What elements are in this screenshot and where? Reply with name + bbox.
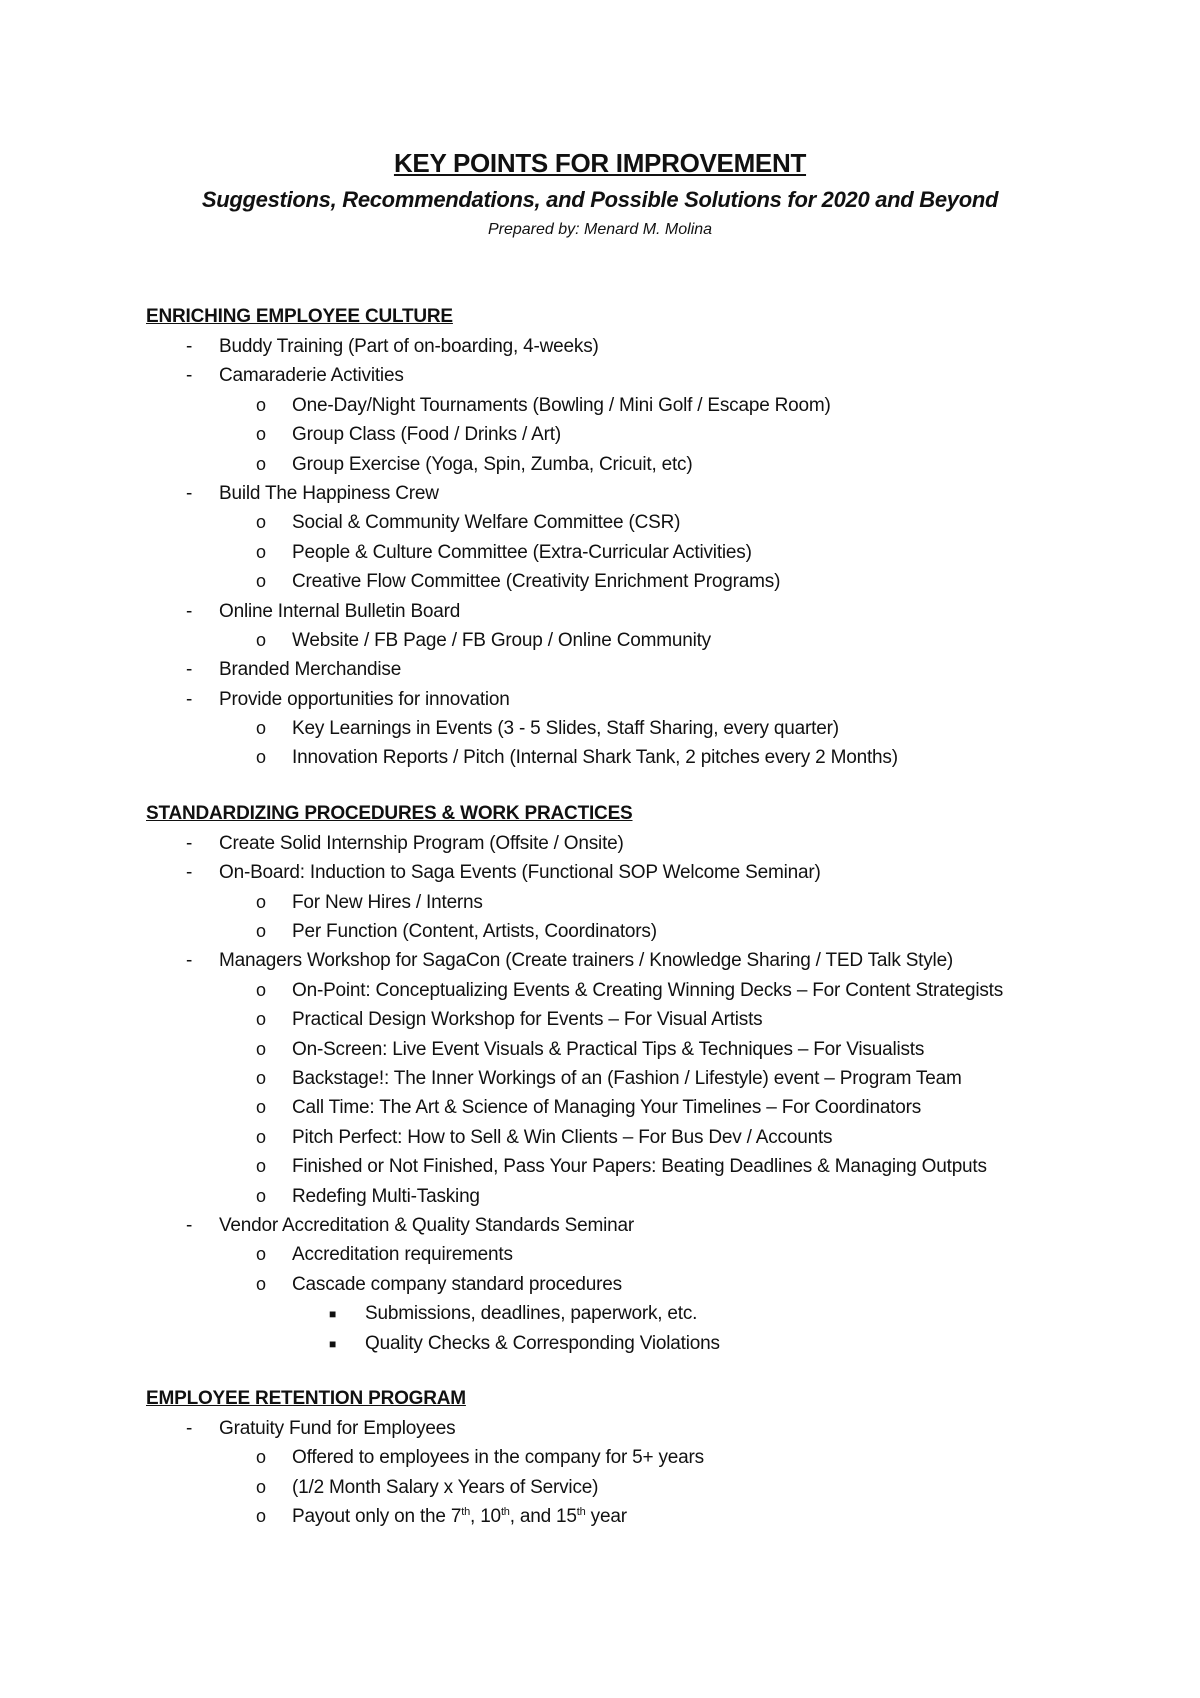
circle-bullet: o	[256, 1244, 266, 1265]
circle-bullet: o	[256, 571, 266, 592]
circle-bullet: o	[256, 1038, 266, 1059]
list-item-text: Offered to employees in the company for 5+ years	[292, 1447, 704, 1469]
list-item-text: Submissions, deadlines, paperwork, etc.	[365, 1303, 698, 1325]
list-item-text: Finished or Not Finished, Pass Your Papers: Beating Deadlines & Managing Outputs	[292, 1156, 987, 1178]
list-item-text: One-Day/Night Tournaments (Bowling / Mini Golf / Escape Room)	[292, 394, 831, 416]
list-item-text: Practical Design Workshop for Events – For Visual Artists	[292, 1009, 763, 1031]
list-item	[146, 685, 1106, 714]
list-item	[146, 479, 1106, 508]
list-item	[146, 1211, 1106, 1240]
dash-bullet: -	[186, 1214, 193, 1236]
dash-bullet: -	[186, 600, 193, 622]
list-subsubitem	[146, 1329, 1106, 1358]
section-heading: STANDARDIZING PROCEDURES & WORK PRACTICES	[146, 802, 633, 824]
list-item	[146, 597, 1106, 626]
prepared-by: Prepared by: Menard M. Molina	[487, 221, 713, 238]
dash-bullet: -	[186, 862, 193, 884]
list-subitem	[146, 567, 1106, 596]
circle-bullet: o	[256, 1273, 266, 1294]
list-item-text: Website / FB Page / FB Group / Online Community	[292, 629, 711, 651]
dash-bullet: -	[186, 482, 193, 504]
circle-bullet: o	[256, 1476, 266, 1497]
list-item-text: Group Class (Food / Drinks / Art)	[292, 424, 561, 446]
list-subitem	[146, 743, 1106, 772]
circle-bullet: o	[256, 891, 266, 912]
dash-bullet: -	[186, 659, 193, 681]
list-subitem	[146, 1123, 1106, 1152]
list-subitem	[146, 1093, 1106, 1122]
list-subitem	[146, 976, 1106, 1005]
list-item-text: Per Function (Content, Artists, Coordinators)	[292, 921, 657, 943]
list-item-text: Pitch Perfect: How to Sell & Win Clients – For Bus Dev / Accounts	[292, 1126, 833, 1148]
list-item-text: Buddy Training (Part of on-boarding, 4-weeks)	[219, 336, 599, 357]
list-item-text: Group Exercise (Yoga, Spin, Zumba, Cricuit, etc)	[292, 453, 693, 475]
square-bullet: ■	[329, 1336, 337, 1351]
list-item-text: (1/2 Month Salary x Years of Service)	[292, 1476, 599, 1498]
list-subitem	[146, 1473, 1106, 1502]
circle-bullet: o	[256, 1156, 266, 1177]
list-subitem	[146, 1443, 1106, 1472]
list-item	[146, 332, 1106, 361]
list-item-text: Cascade company standard procedures	[292, 1273, 622, 1295]
circle-bullet: o	[256, 1185, 266, 1206]
list-item	[146, 1414, 1106, 1443]
dash-bullet: -	[186, 365, 193, 387]
payout-text-suffix: year	[585, 1506, 627, 1528]
circle-bullet: o	[256, 453, 266, 474]
circle-bullet: o	[256, 541, 266, 562]
list-subitem	[146, 1035, 1106, 1064]
list-subitem	[146, 1152, 1106, 1181]
document-header	[0, 146, 1200, 242]
list-item	[146, 858, 1106, 887]
circle-bullet: o	[256, 629, 266, 650]
list-item-text: People & Culture Committee (Extra-Curricular Activities)	[292, 541, 752, 563]
list-item	[146, 655, 1106, 684]
circle-bullet: o	[256, 747, 266, 768]
list-item-text: Build The Happiness Crew	[219, 482, 439, 504]
list-subitem	[146, 714, 1106, 743]
list-item-text: Gratuity Fund for Employees	[219, 1417, 456, 1439]
list-item-text: Backstage!: The Inner Workings of an (Fashion / Lifestyle) event – Program Team	[292, 1067, 962, 1089]
list-item-text: Online Internal Bulletin Board	[219, 600, 461, 622]
list-subitem	[146, 888, 1106, 917]
square-bullet: ■	[329, 1307, 337, 1322]
list-item-text: Provide opportunities for innovation	[219, 688, 510, 710]
list-item-text: Quality Checks & Corresponding Violations	[365, 1332, 720, 1354]
list-subitem	[146, 1182, 1106, 1211]
list-item-text: Social & Community Welfare Committee (CSR)	[292, 512, 681, 534]
circle-bullet: o	[256, 979, 266, 1000]
document-body	[146, 302, 1106, 1531]
section-standardizing-procedures	[146, 799, 1106, 1358]
list-item-text: Creative Flow Committee (Creativity Enrichment Programs)	[292, 571, 781, 593]
list-item-text	[292, 1506, 627, 1527]
list-item	[146, 829, 1106, 858]
list-item-text: Redefing Multi-Tasking	[292, 1185, 480, 1207]
document-title: KEY POINTS FOR IMPROVEMENT	[393, 148, 807, 178]
list-item-text: Innovation Reports / Pitch (Internal Shark Tank, 2 pitches every 2 Months)	[292, 747, 898, 769]
list-item-text: Accreditation requirements	[292, 1244, 513, 1266]
circle-bullet: o	[256, 424, 266, 445]
list-subitem	[146, 538, 1106, 567]
document-subtitle: Suggestions, Recommendations, and Possible Solutions for 2020 and Beyond	[201, 187, 999, 212]
list-subitem	[146, 1270, 1106, 1299]
list-item	[146, 946, 1106, 975]
section-employee-retention	[146, 1384, 1106, 1532]
list-item-text: For New Hires / Interns	[292, 891, 483, 913]
list-item-text: Managers Workshop for SagaCon (Create trainers / Knowledge Sharing / TED Talk Style)	[219, 950, 954, 972]
dash-bullet: -	[186, 832, 193, 854]
ordinal-suffix: th	[461, 1506, 471, 1519]
circle-bullet: o	[256, 1506, 266, 1527]
list-item	[146, 361, 1106, 390]
circle-bullet: o	[256, 1009, 266, 1030]
circle-bullet: o	[256, 1067, 266, 1088]
payout-text-mid: , and 15	[509, 1506, 577, 1528]
circle-bullet: o	[256, 1126, 266, 1147]
list-item-text: On-Screen: Live Event Visuals & Practical Tips & Techniques – For Visualists	[292, 1038, 925, 1060]
list-subitem	[146, 391, 1106, 420]
ordinal-suffix: th	[500, 1506, 510, 1519]
dash-bullet: -	[186, 1417, 193, 1439]
circle-bullet: o	[256, 718, 266, 739]
list-subsubitem	[146, 1299, 1106, 1328]
list-subitem	[146, 1502, 1106, 1531]
list-subitem	[146, 1005, 1106, 1034]
list-item-text: Branded Merchandise	[219, 659, 402, 681]
list-subitem	[146, 917, 1106, 946]
list-subitem	[146, 1064, 1106, 1093]
list-item-text: Create Solid Internship Program (Offsite / Onsite)	[219, 832, 624, 854]
dash-bullet: -	[186, 950, 193, 972]
dash-bullet: -	[186, 336, 193, 357]
list-item-text: Camaraderie Activities	[219, 365, 404, 387]
section-heading: EMPLOYEE RETENTION PROGRAM	[146, 1387, 466, 1409]
dash-bullet: -	[186, 688, 193, 710]
payout-text-prefix: Payout only on the 7	[292, 1506, 462, 1528]
list-item-text: On-Point: Conceptualizing Events & Creating Winning Decks – For Content Strategists	[292, 979, 1004, 1001]
circle-bullet: o	[256, 1447, 266, 1468]
circle-bullet: o	[256, 921, 266, 942]
list-subitem	[146, 626, 1106, 655]
circle-bullet: o	[256, 394, 266, 415]
payout-text-mid: , 10	[470, 1506, 501, 1528]
list-subitem	[146, 1240, 1106, 1269]
ordinal-suffix: th	[576, 1506, 586, 1519]
list-subitem	[146, 450, 1106, 479]
list-item-text: On-Board: Induction to Saga Events (Functional SOP Welcome Seminar)	[219, 862, 821, 884]
circle-bullet: o	[256, 1097, 266, 1118]
section-employee-culture	[146, 302, 1106, 773]
list-subitem	[146, 420, 1106, 449]
list-item-text: Call Time: The Art & Science of Managing Your Timelines – For Coordinators	[292, 1097, 922, 1119]
list-item-text: Key Learnings in Events (3 - 5 Slides, Staff Sharing, every quarter)	[292, 718, 839, 740]
section-heading: ENRICHING EMPLOYEE CULTURE	[146, 306, 453, 327]
circle-bullet: o	[256, 512, 266, 533]
list-item-text: Vendor Accreditation & Quality Standards Seminar	[219, 1214, 634, 1236]
list-subitem	[146, 508, 1106, 537]
